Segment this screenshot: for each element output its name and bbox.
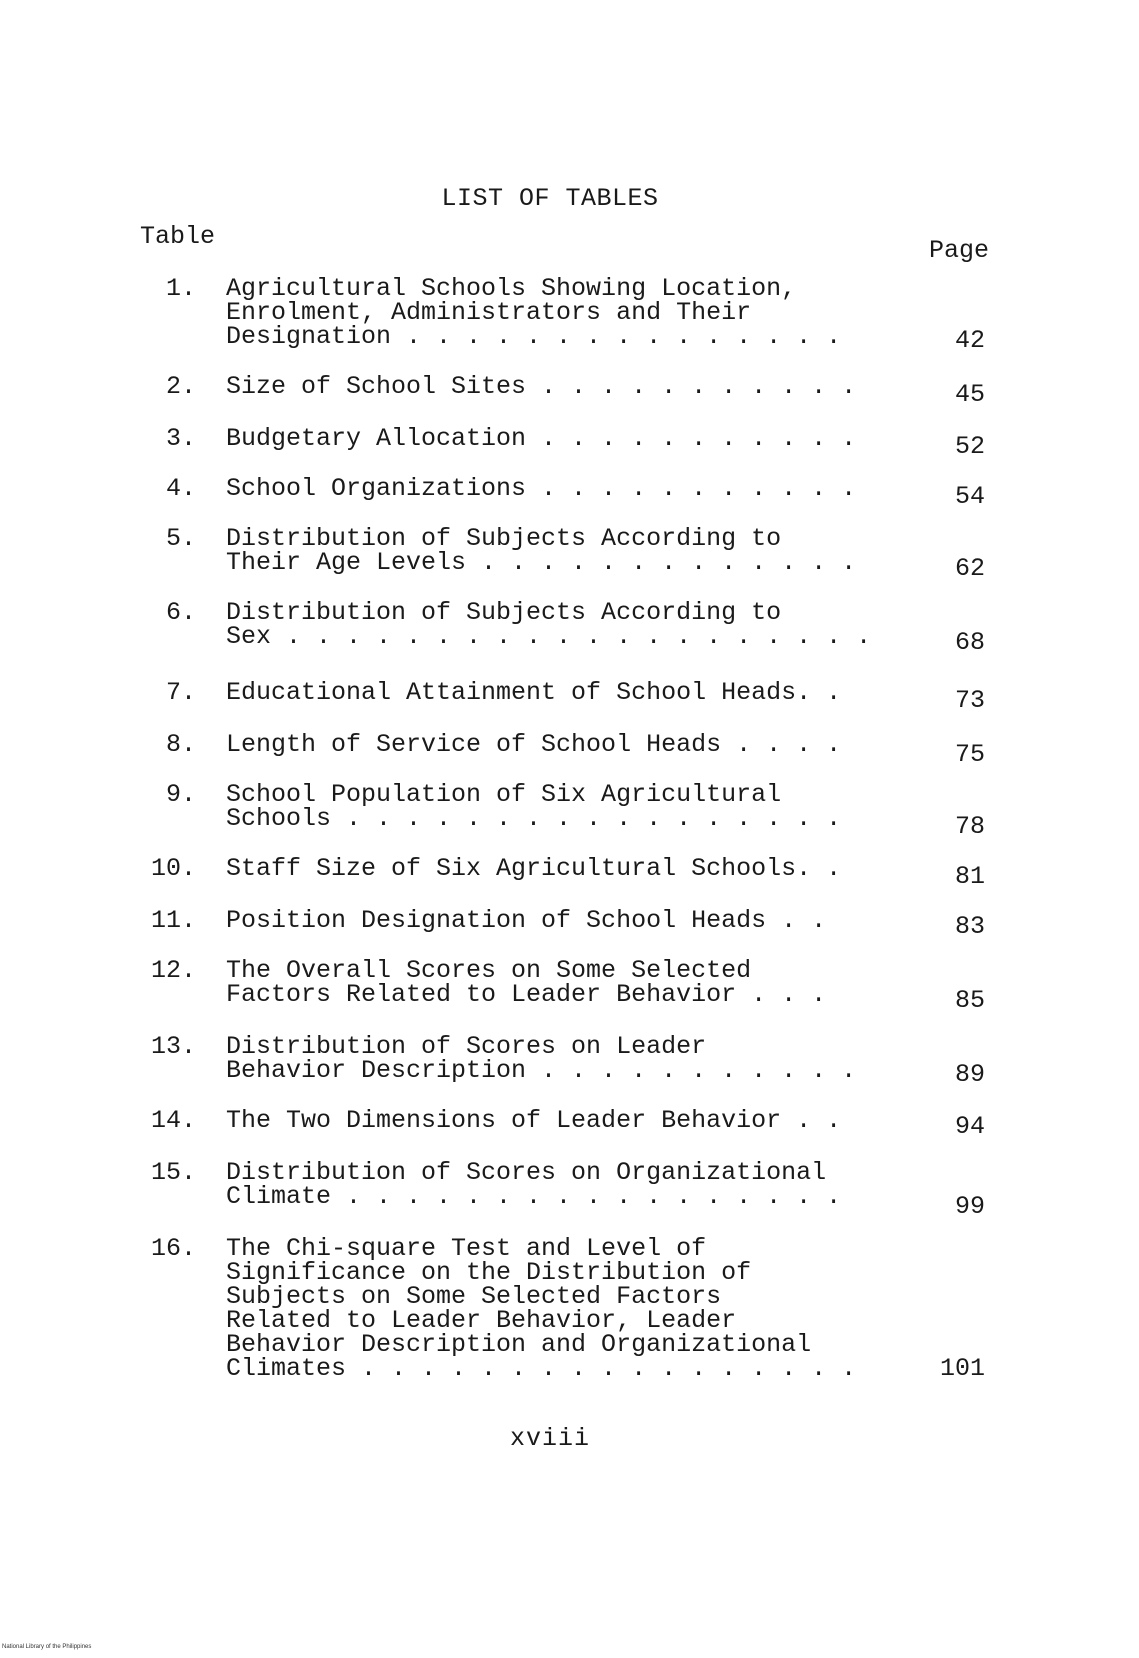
entry-page: 42	[954, 326, 985, 355]
entry-number: 15.	[150, 1158, 196, 1187]
entry-number: 14.	[150, 1106, 196, 1135]
entry-page: 62	[954, 554, 985, 583]
entry-page: 85	[954, 986, 985, 1015]
entry-page: 83	[954, 912, 985, 941]
entry-title: Size of School Sites . . . . . . . . . . .	[226, 372, 857, 401]
entry-title: The Chi-square Test and Level of Significance on the Distribution of Subjects on Some Selected Factors Related to Leader Behavior, Leader Behavior Description and Organizational Climates . . . . . . . . . . . . . . . . .	[226, 1234, 857, 1383]
entry-number: 13.	[150, 1032, 196, 1061]
entry-page: 45	[954, 380, 985, 409]
entry-page: 81	[954, 862, 985, 891]
entry-number: 12.	[150, 956, 196, 985]
entry-number: 5.	[165, 524, 196, 553]
column-header-table: Table	[140, 222, 216, 251]
entry-page: 89	[954, 1060, 985, 1089]
entry-page: 54	[954, 482, 985, 511]
entry-title: Budgetary Allocation . . . . . . . . . . .	[226, 424, 857, 453]
entry-number: 8.	[165, 730, 196, 759]
page-title: LIST OF TABLES	[441, 184, 659, 213]
page-number: xviii	[509, 1424, 590, 1453]
entry-page: 78	[954, 812, 985, 841]
entry-page: 75	[954, 740, 985, 769]
entry-title: School Organizations . . . . . . . . . . .	[226, 474, 857, 503]
entry-number: 4.	[165, 474, 196, 503]
entry-title: Length of Service of School Heads . . . .	[226, 730, 842, 759]
entry-page: 73	[954, 686, 985, 715]
entry-title: Educational Attainment of School Heads. .	[226, 678, 842, 707]
entry-number: 9.	[165, 780, 196, 809]
archive-footer: National Library of the Philippines	[2, 1644, 92, 1650]
entry-title: Distribution of Scores on Organizational Climate . . . . . . . . . . . . . . . . .	[226, 1158, 842, 1211]
entry-number: 7.	[165, 678, 196, 707]
entry-number: 2.	[165, 372, 196, 401]
entry-title: The Overall Scores on Some Selected Factors Related to Leader Behavior . . .	[226, 956, 827, 1009]
entry-page: 101	[939, 1354, 985, 1383]
entry-number: 11.	[150, 906, 196, 935]
entry-page: 52	[954, 432, 985, 461]
entry-number: 1.	[165, 274, 196, 303]
entry-page: 99	[954, 1192, 985, 1221]
entry-title: Position Designation of School Heads . .	[226, 906, 827, 935]
entry-title: Staff Size of Six Agricultural Schools. .	[226, 854, 842, 883]
entry-title: School Population of Six Agricultural Schools . . . . . . . . . . . . . . . . .	[226, 780, 842, 833]
column-header-page: Page	[929, 236, 990, 265]
entry-title: Agricultural Schools Showing Location, Enrolment, Administrators and Their Designation . . . . . . . . . . . . . . .	[226, 274, 842, 351]
entry-title: Distribution of Subjects According to Sex . . . . . . . . . . . . . . . . . . . .	[226, 598, 872, 651]
entry-number: 10.	[150, 854, 196, 883]
entry-title: Distribution of Scores on Leader Behavior Description . . . . . . . . . . .	[226, 1032, 857, 1085]
entry-page: 68	[954, 628, 985, 657]
entry-title: Distribution of Subjects According to Their Age Levels . . . . . . . . . . . . .	[226, 524, 857, 577]
entry-number: 6.	[165, 598, 196, 627]
entry-number: 3.	[165, 424, 196, 453]
entry-page: 94	[954, 1112, 985, 1141]
entry-number: 16.	[150, 1234, 196, 1263]
entry-title: The Two Dimensions of Leader Behavior . .	[226, 1106, 842, 1135]
